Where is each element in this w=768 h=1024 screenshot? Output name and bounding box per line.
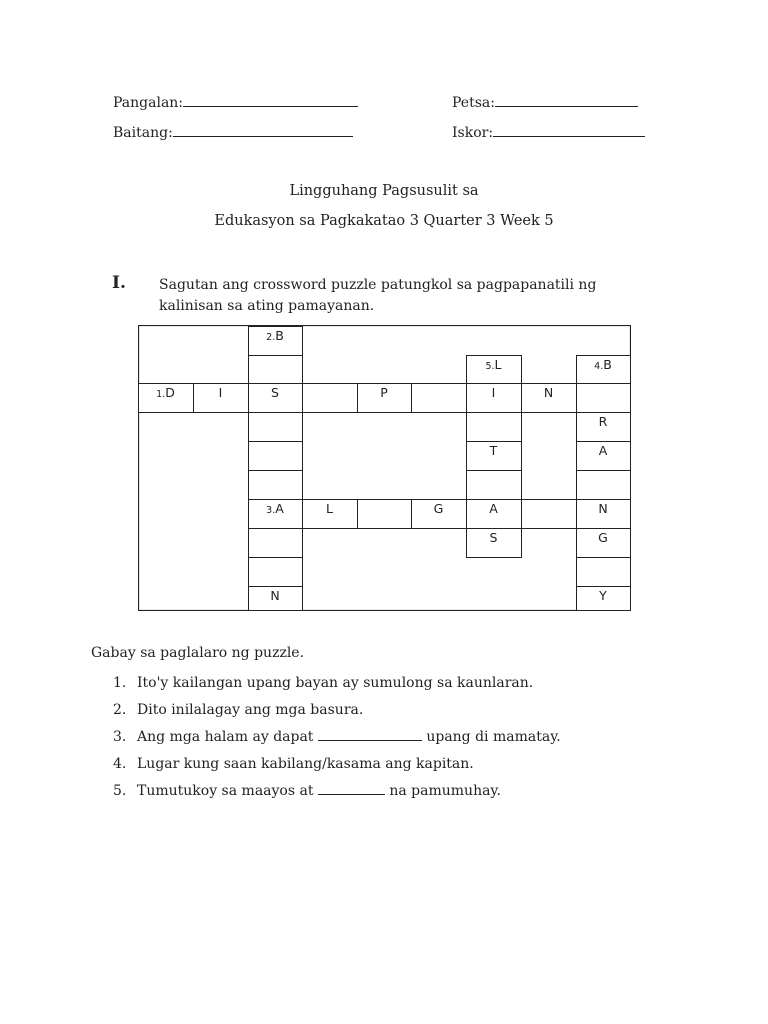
crossword-cell[interactable]	[249, 384, 303, 413]
clue-number: 3.	[266, 505, 276, 516]
cell-letter	[326, 501, 333, 516]
cell-box	[303, 384, 358, 413]
score-line[interactable]	[493, 124, 645, 137]
cell-box	[412, 384, 467, 413]
letter: P	[380, 385, 388, 400]
cell-letter	[434, 501, 444, 516]
crossword-cell[interactable]	[194, 384, 249, 413]
clue-item-number: 1.	[113, 675, 127, 691]
crossword-cell[interactable]	[577, 587, 631, 611]
letter: N	[543, 385, 554, 400]
letter: Y	[599, 588, 607, 603]
letter: I	[218, 385, 223, 400]
cell-letter	[219, 385, 223, 400]
cell-box	[577, 558, 631, 587]
section-number: I.	[112, 273, 126, 293]
crossword-cell[interactable]	[467, 356, 522, 384]
cell-box	[249, 413, 303, 442]
cell-letter	[271, 385, 279, 400]
name-label: Pangalan:	[113, 95, 184, 111]
page-title-line1: Lingguhang Pagsusulit sa	[289, 183, 479, 199]
cell-letter	[489, 501, 498, 516]
name-field[interactable]	[113, 94, 358, 111]
letter: A	[275, 501, 284, 516]
cell-box	[249, 442, 303, 471]
letter: G	[598, 530, 608, 545]
cell-box	[577, 471, 631, 500]
clue-item-number: 4.	[113, 756, 127, 772]
crossword-cell[interactable]	[467, 500, 522, 529]
date-label: Petsa:	[452, 95, 495, 111]
letter: N	[270, 588, 280, 603]
name-line[interactable]	[183, 94, 358, 107]
cell-letter	[598, 530, 608, 545]
letter: T	[489, 443, 498, 458]
cell-box	[249, 558, 303, 587]
cell-letter	[598, 501, 607, 516]
guide-heading: Gabay sa paglalaro ng puzzle.	[91, 645, 305, 661]
crossword-cell[interactable]	[577, 500, 631, 529]
letter: A	[489, 501, 498, 516]
crossword-grid	[138, 325, 631, 611]
crossword-cell[interactable]	[358, 384, 412, 413]
letter: R	[598, 414, 608, 429]
letter: A	[598, 443, 608, 458]
cell-box	[577, 384, 631, 413]
crossword-cell[interactable]	[577, 413, 631, 442]
instruction-line-1: Sagutan ang crossword puzzle patungkol sa pagpapanatili ng	[159, 277, 597, 293]
clue-item	[113, 751, 561, 778]
section-instruction	[159, 275, 596, 317]
clue-item	[113, 697, 561, 724]
cell-letter	[544, 385, 553, 400]
cell-box	[249, 529, 303, 558]
cell-letter	[599, 414, 608, 429]
crossword-cell[interactable]	[412, 500, 467, 529]
crossword-cell[interactable]	[249, 587, 303, 611]
crossword-cell[interactable]	[577, 529, 631, 558]
crossword-cell[interactable]	[577, 356, 631, 384]
clue-text: Lugar kung saan kabilang/kasama ang kapitan.	[137, 756, 474, 772]
letter: G	[433, 501, 444, 516]
cell-letter	[380, 385, 388, 400]
score-label: Iskor:	[452, 125, 494, 141]
cell-letter	[492, 385, 496, 400]
clue-list	[113, 670, 561, 805]
clue-item	[113, 778, 561, 805]
clue-text: Ito'y kailangan upang bayan ay sumulong sa kaunlaran.	[137, 675, 534, 691]
letter: B	[275, 328, 284, 343]
crossword-cell[interactable]	[139, 384, 194, 413]
clue-number: 4.	[594, 361, 604, 372]
grade-line[interactable]	[173, 124, 353, 137]
cell-box	[467, 471, 522, 500]
answer-blank[interactable]	[318, 728, 422, 741]
letter: S	[271, 385, 279, 400]
crossword-cell[interactable]	[303, 500, 358, 529]
crossword-cell[interactable]	[467, 442, 522, 471]
clue-text: Dito inilalagay ang mga basura.	[137, 702, 364, 718]
letter: S	[489, 530, 498, 545]
cell-box	[249, 356, 303, 384]
cell-box	[522, 500, 577, 529]
cell-letter	[599, 443, 608, 458]
clue-number: 5.	[485, 361, 495, 372]
cell-letter	[598, 588, 607, 603]
instruction-line-2: kalinisan sa ating pamayanan.	[159, 298, 375, 314]
cell-box	[467, 413, 522, 442]
letter: N	[598, 501, 608, 516]
clue-item-number: 2.	[113, 702, 127, 718]
clue-number: 1.	[156, 389, 166, 400]
answer-blank[interactable]	[318, 782, 385, 795]
clue-item	[113, 670, 561, 697]
clue-text-after: na pamumuhay.	[384, 783, 501, 799]
cell-box	[358, 500, 412, 529]
clue-text-after: upang di mamatay.	[421, 729, 561, 745]
score-field[interactable]	[452, 124, 645, 141]
grid-border	[139, 326, 631, 611]
crossword-cell[interactable]	[249, 327, 303, 356]
page-title-line2: Edukasyon sa Pagkakatao 3 Quarter 3 Week 5	[214, 213, 554, 229]
letter: D	[165, 385, 175, 400]
crossword-cell[interactable]	[467, 384, 522, 413]
date-field[interactable]	[452, 94, 638, 111]
clue-number: 2.	[266, 332, 276, 343]
crossword-cell[interactable]	[577, 442, 631, 471]
cell-box	[249, 471, 303, 500]
clue-item-number: 3.	[113, 729, 127, 745]
crossword-cell[interactable]	[522, 384, 577, 413]
letter: L	[326, 501, 333, 516]
cell-letter	[490, 530, 498, 545]
clue-text: Tumutukoy sa maayos at	[137, 783, 318, 799]
cell-letter	[270, 588, 279, 603]
letter: L	[494, 357, 502, 372]
grade-label: Baitang:	[113, 125, 173, 141]
date-line[interactable]	[495, 94, 638, 107]
cell-letter	[489, 443, 498, 458]
clue-text: Ang mga halam ay dapat	[137, 729, 318, 745]
crossword-cell[interactable]	[249, 500, 303, 529]
clue-item	[113, 724, 561, 751]
letter: B	[603, 357, 612, 372]
crossword-cell[interactable]	[138, 325, 631, 587]
crossword-cell[interactable]	[467, 529, 522, 558]
clue-item-number: 5.	[113, 783, 127, 799]
crossword-puzzle	[138, 325, 631, 611]
grade-field[interactable]	[113, 124, 353, 141]
letter: I	[491, 385, 496, 400]
